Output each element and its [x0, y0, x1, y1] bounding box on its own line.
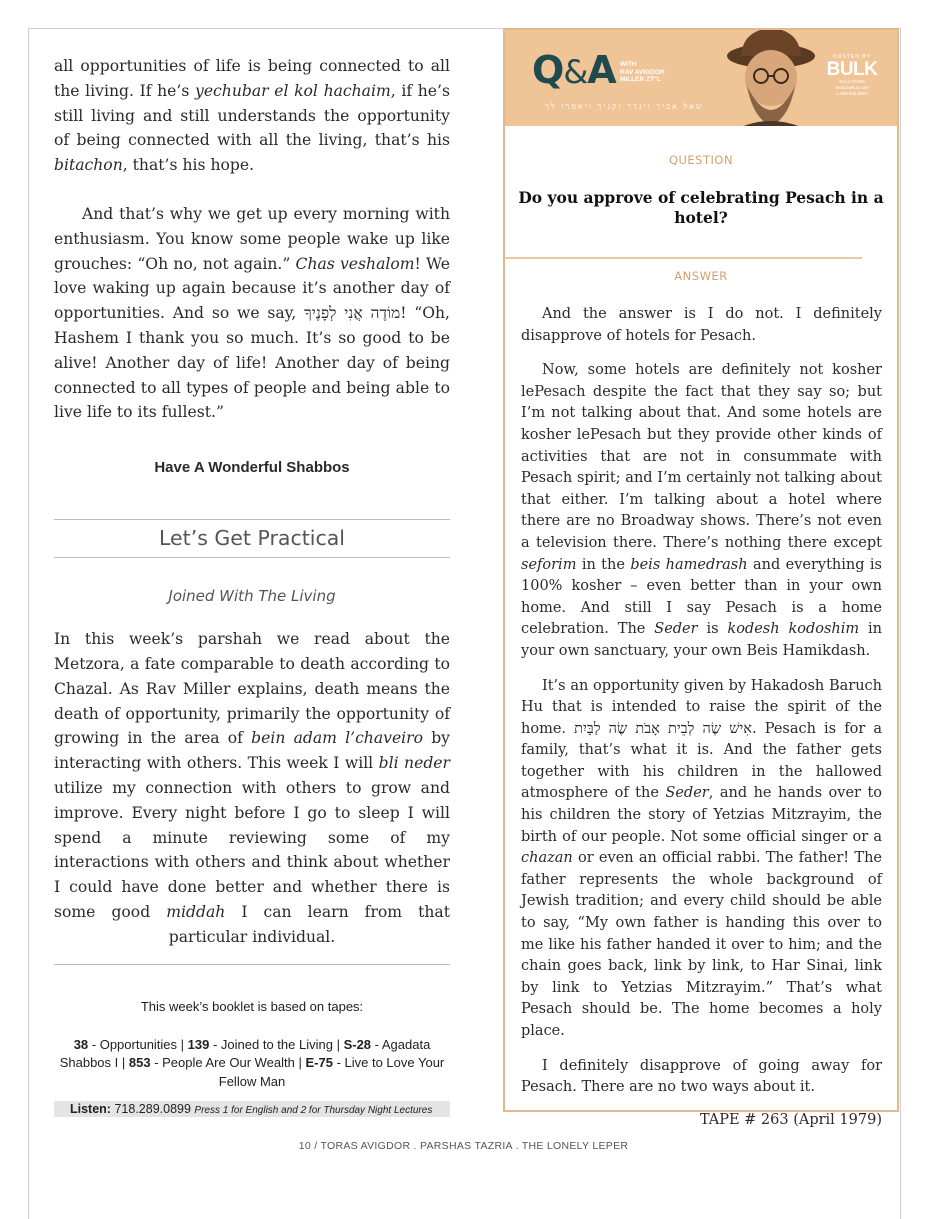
answer-label: ANSWER — [674, 269, 728, 283]
listen-bar: Listen: 718.289.0899 Press 1 for English and 2 for Thursday Night Lectures — [54, 1101, 450, 1117]
banner-hebrew-verse: שאל אביך ויגדך זקניך ויאמרו לך — [545, 102, 704, 111]
paragraph-morning: And that’s why we get up every morning with enthusiasm. You know some people wake up like grouches: “Oh no, not again.” Chas veshalom! We love waking up again because it’s another day of opportunities. And so we say, מוֹדֶה אֲנִי לְפָנֶיךָ! “Oh, Hashem I thank you so much. It’s so good to be alive! Another day of life! Another day of being connected to all types of people and being able to live life to its fullest.” — [54, 204, 450, 422]
hebrew-ish-seh: אִישׁ שֶׂה לְבֵית אָבֹת שֶׂה לַבָּיִת — [574, 720, 752, 737]
section-header — [54, 519, 450, 558]
paragraph-connected: all opportunities of life is being connected to all the living. If he’s yechubar el kol hachaim, if he’s still living and still understands the opportunity of being connected with all the living, that’s his bitachon, that’s his hope. — [54, 57, 450, 175]
qa-with-rav: WITH RAV AVIGDOR MILLER ZT"L — [620, 61, 665, 83]
answer-paragraph-2: Now, some hotels are definitely not kosher lePesach despite the fact that they say so; but I’m not talking about that. And some hotels are kosher lePesach but they provide other kinds of activities that are not in consummate with Pesach spirit; and I’m certainly not talking about that either. I’m talking about a hotel where there are no Broadway shows. There’s not even a television there. There’s nothing there except seforim in the beis hamedrash and everything is 100% kosher – even better than in your own home. And still I say Pesach is a home celebration. The Seder is kodesh kodoshim in your own sanctuary, your own Beis Hamikdash. — [521, 362, 882, 659]
section-title: Let’s Get Practical — [158, 526, 345, 551]
sponsor-logo: HOSTED BY BULK SOLUTIONS www.bulkus.com 1.888.906.0901 — [826, 54, 878, 96]
section-bottom-rule — [54, 557, 450, 558]
left-column — [54, 54, 450, 1091]
answer-body — [521, 304, 882, 1128]
tapes-heading: This week’s booklet is based on tapes: — [140, 998, 364, 1014]
answer-paragraph-3: It’s an opportunity given by Hakadosh Baruch Hu that is intended to raise the spirit of the home. אִישׁ שֶׂה לְבֵית אָבֹת שֶׂה לַבָּיִת. Pesach is for a family, that’s what it is. And the father gets together with his children in the hallowed atmosphere of the Seder, and he hands over to his children the story of Yetzias Mitzrayim, the birth of our people. Not some official singer or a chazan or even an official rabbi. The father! The father represents the whole background of Jewish tradition; and every child should be able to say, “My own father is handing this over to me like his father handed it over to him; and the chain goes back, link by link, to Har Sinai, link by link to Yetzias Mitzrayim.” That’s what Pesach should be. The home becomes a holy place. — [521, 677, 883, 1039]
shabbos-wish: Have A Wonderful Shabbos — [154, 459, 350, 477]
qa-box — [503, 28, 899, 1128]
qa-banner — [505, 30, 897, 126]
question-text: Do you approve of celebrating Pesach in a hotel? — [518, 188, 884, 227]
hebrew-modeh-ani: מוֹדֶה אֲנִי לְפָנֶיךָ — [304, 304, 401, 323]
listen-phone[interactable]: 718.289.0899 — [114, 1102, 191, 1116]
question-label: QUESTION — [668, 153, 734, 167]
answer-paragraph-1: And the answer is I do not. I definitely disapprove of hotels for Pesach. — [521, 306, 882, 344]
paragraph-practical: In this week’s parshah we read about the Metzora, a fate comparable to death according to Chazal. As Rav Miller explains, death means the death of opportunity, primarily the opportunity of growing in the area of bein adam l’chaveiro by interacting with others. This week I will bli neder utilize my connection with others to grow and improve. Every night before I go to sleep I will spend a minute reviewing some of my interactions with others and think about whether I could have done better and whether there is some good middah I can learn from that particular individual. — [54, 630, 450, 946]
rav-portrait-icon — [713, 30, 825, 126]
tapes-rule — [54, 964, 450, 965]
page-footer: 10 / TORAS AVIGDOR . PARSHAS TAZRIA . THE LONELY LEPER — [298, 1140, 629, 1152]
answer-paragraph-4: I definitely disapprove of going away for Pesach. There are no two ways about it. — [521, 1057, 882, 1096]
qa-divider — [505, 257, 862, 259]
qa-logo: Q&A — [532, 48, 616, 92]
practical-subtitle: Joined With The Living — [168, 587, 336, 606]
tapes-list: 38 - Opportunities | 139 - Joined to the Living | S-28 - Agadata Shabbos I | 853 - People Are Our Wealth | E-75 - Live to Love Your Fellow Man — [59, 1036, 445, 1089]
tape-reference: TAPE # 263 (April 1979) — [699, 1111, 882, 1128]
